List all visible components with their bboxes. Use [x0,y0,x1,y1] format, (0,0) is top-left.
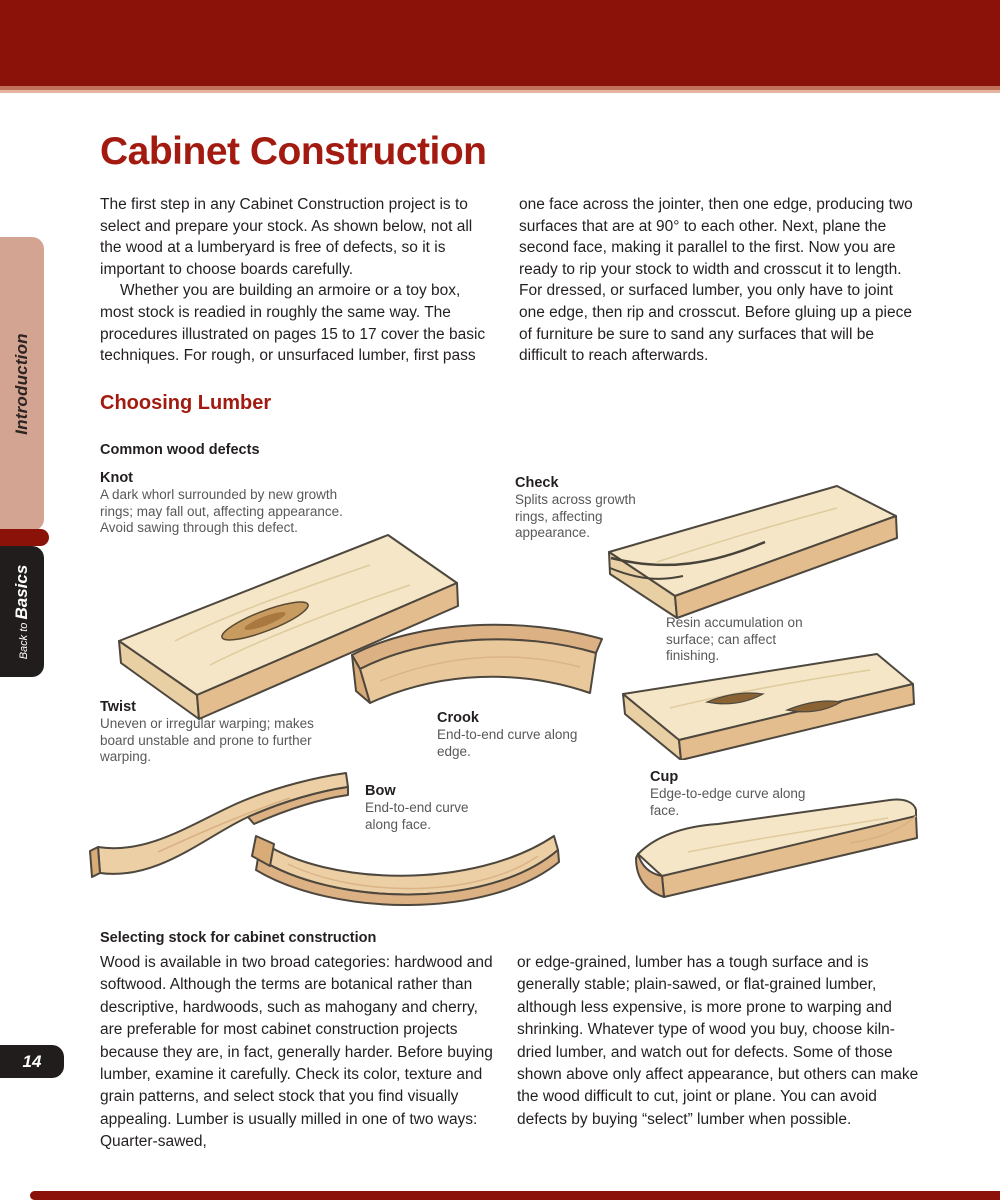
defect-label-check: Check Splits across growth rings, affecting appearance. [515,475,636,540]
check-board-illustration [597,478,907,628]
header-stripe-light [0,90,1000,93]
bow-board-illustration [248,808,568,916]
footer-bar [30,1191,1000,1200]
sidebar-red-band [0,529,49,546]
sidebar-tab-back-to-basics [0,546,44,677]
selecting-stock-column-left [100,952,497,1154]
selecting-stock-paragraph-left: Wood is available in two broad categories: hardwood and softwood. Although the terms are botanical rather than descriptive, hardwoods, such as mahogany and cherry, are preferable for most cabinet construction projects because they are, in fact, generally harder. Before buying lumber, examine it carefully. Check its color, texture and grain patterns, and select stock that you find visually appealing. Lumber is usually milled in one of two ways: Quarter-sawed, [100,954,493,1151]
defect-label-bow: Bow End-to-end curve along face. [365,783,469,832]
intro-text-columns [100,194,914,367]
page-number-tab [0,1045,64,1078]
sidebar-tab-introduction [0,237,44,531]
wood-defects-diagram [100,465,930,927]
defect-label-cup: Cup Edge-to-edge curve along face. [650,769,806,818]
sidebar-tab-introduction-label: Introduction [12,333,31,435]
pitch-board-illustration [615,648,920,760]
intro-paragraph-1: The first step in any Cabinet Construction project is to select and prepare your stock. As shown below, not all the wood at a lumberyard is free of defects, so it is important to choose boards carefully. [100,196,473,278]
intro-column-left [100,194,495,367]
intro-column-right [519,194,914,367]
defect-label-knot: Knot A dark whorl surrounded by new growth rings; may fall out, affecting appearance. Avoid sawing through this defect. [100,470,343,535]
subheading-common-wood-defects: Common wood defects [100,442,260,458]
intro-paragraph-3: one face across the jointer, then one edge, producing two surfaces that are at 90° to each other. Next, plane the second face, making it parallel to the first. Now you are ready to rip your stock to width and crosscut it to length. For dressed, or surfaced lumber, you only have to joint one edge, then rip and crosscut. Before gluing up a piece of furniture be sure to sand any surfaces that will be difficult to reach afterwards. [519,196,913,365]
defect-label-twist: Twist Uneven or irregular warping; makes board unstable and prone to further warping. [100,699,314,764]
selecting-stock-columns [100,952,922,1154]
intro-paragraph-2: Whether you are building an armoire or a toy box, most stock is readied in roughly the same way. The procedures illustrated on pages 15 to 17 cover the basic techniques. For rough, or unsurfaced lumber, first pass [100,282,486,365]
defect-label-crook: Crook End-to-end curve along edge. [437,710,578,759]
section-heading-choosing-lumber: Choosing Lumber [100,392,272,414]
selecting-stock-column-right [517,952,922,1154]
header-bar [0,0,1000,86]
selecting-stock-paragraph-right: or edge-grained, lumber has a tough surface and is generally stable; plain-sawed, or flat-grained lumber, although less expensive, is more prone to warping and shrinking. Whatever type of wood you buy, choose kiln-dried lumber, and watch out for defects. Some of those shown above only affect appearance, but others can make the wood difficult to cut, joint or plane. You can avoid defects by buying “select” lumber when possible. [517,954,919,1128]
subheading-selecting-stock: Selecting stock for cabinet construction [100,930,377,946]
cup-board-illustration [628,786,923,902]
defect-label-pitch: Resin accumulation on surface; can affect finishing. [666,615,803,663]
crook-board-illustration [340,605,615,707]
page-number: 14 [22,1051,42,1071]
sidebar-tab-back-to-basics-label: Back to Basics [12,564,31,659]
page-title: Cabinet Construction [100,130,487,173]
